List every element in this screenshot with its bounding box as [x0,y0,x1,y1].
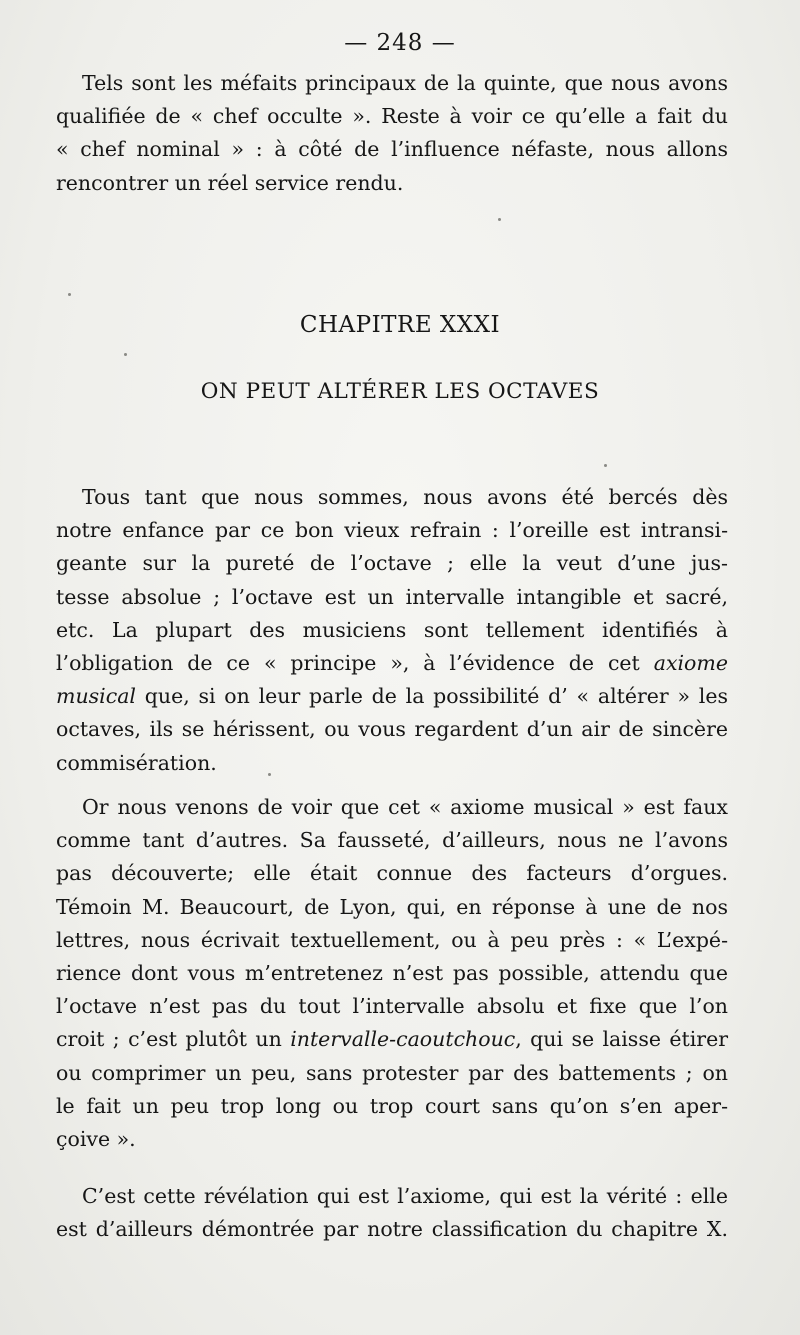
text-line-with-italic [56,647,728,680]
italic-term: axiome [653,651,728,676]
intro-paragraph [56,67,728,200]
text-segment: que, si on leur parle de la possibilité d’ « altérer » les [135,684,728,709]
text-line: rience dont vous m’entretenez n’est pas possible, attendu que [56,961,728,986]
text-line: « chef nominal » : à côté de l’influence néfaste, nous allons [56,137,728,162]
text-line: C’est cette révélation qui est l’axiome, qui est la vérité : elle [82,1184,728,1208]
print-speck [268,773,271,776]
text-segment: l’obligation de ce « principe », à l’évidence de cet [56,651,640,676]
text-line: l’octave n’est pas du tout l’intervalle absolu et fixe que l’on [56,994,728,1019]
text-line-with-italic [56,680,728,713]
text-line: est d’ailleurs démontrée par notre classification du chapitre X. [56,1217,728,1242]
text-line: notre enfance par ce bon vieux refrain : l’oreille est intransi- [56,518,728,543]
text-line: comme tant d’autres. Sa fausseté, d’ailleurs, nous ne l’avons [56,828,728,853]
text-line: ou comprimer un peu, sans protester par des battements ; on [56,1060,728,1085]
text-line: geante sur la pureté de l’octave ; elle la veut d’une jus- [56,551,728,576]
print-speck [68,293,71,296]
italic-term: intervalle-caoutchouc [290,1027,516,1052]
print-speck [604,464,607,467]
text-line: lettres, nous écrivait textuellement, ou à peu près : « L’expé- [56,927,728,952]
text-line: commisération. [56,750,217,775]
paragraph-3 [56,1180,728,1246]
text-line: qualifiée de « chef occulte ». Reste à voir ce qu’elle a fait du [56,104,728,129]
text-line: etc. La plupart des musiciens sont tellement identifiés à [56,617,728,642]
page-number: — 248 — [344,30,456,56]
print-speck [124,353,127,356]
text-line: Tous tant que nous sommes, nous avons été bercés dès [82,485,728,509]
text-line: Témoin M. Beaucourt, de Lyon, qui, en réponse à une de nos [56,894,728,919]
text-line: le fait un peu trop long ou trop court sans qu’on s’en aper- [56,1093,728,1118]
text-segment: croit ; c’est plutôt un [56,1027,291,1052]
chapter-number: CHAPITRE XXXI [299,312,501,338]
paragraph-1 [56,481,728,780]
text-line: tesse absolue ; l’octave est un intervalle intangible et sacré, [56,584,728,609]
text-segment: , qui se laisse étirer [515,1027,729,1052]
text-line: pas découverte; elle était connue des facteurs d’orgues. [56,861,728,886]
chapter-title: ON PEUT ALTÉRER LES OCTAVES [200,379,600,404]
text-line-with-italic [56,1023,728,1056]
print-speck [498,218,501,221]
text-line: rencontrer un réel service rendu. [56,170,404,195]
paragraph-2 [56,791,728,1156]
text-line: octaves, ils se hérissent, ou vous regardent d’un air de sincère [56,717,728,742]
text-line: çoive ». [56,1127,136,1152]
italic-term: musical [56,684,136,709]
text-line: Or nous venons de voir que cet « axiome musical » est faux [82,795,728,819]
text-line: Tels sont les méfaits principaux de la quinte, que nous avons [82,71,728,95]
